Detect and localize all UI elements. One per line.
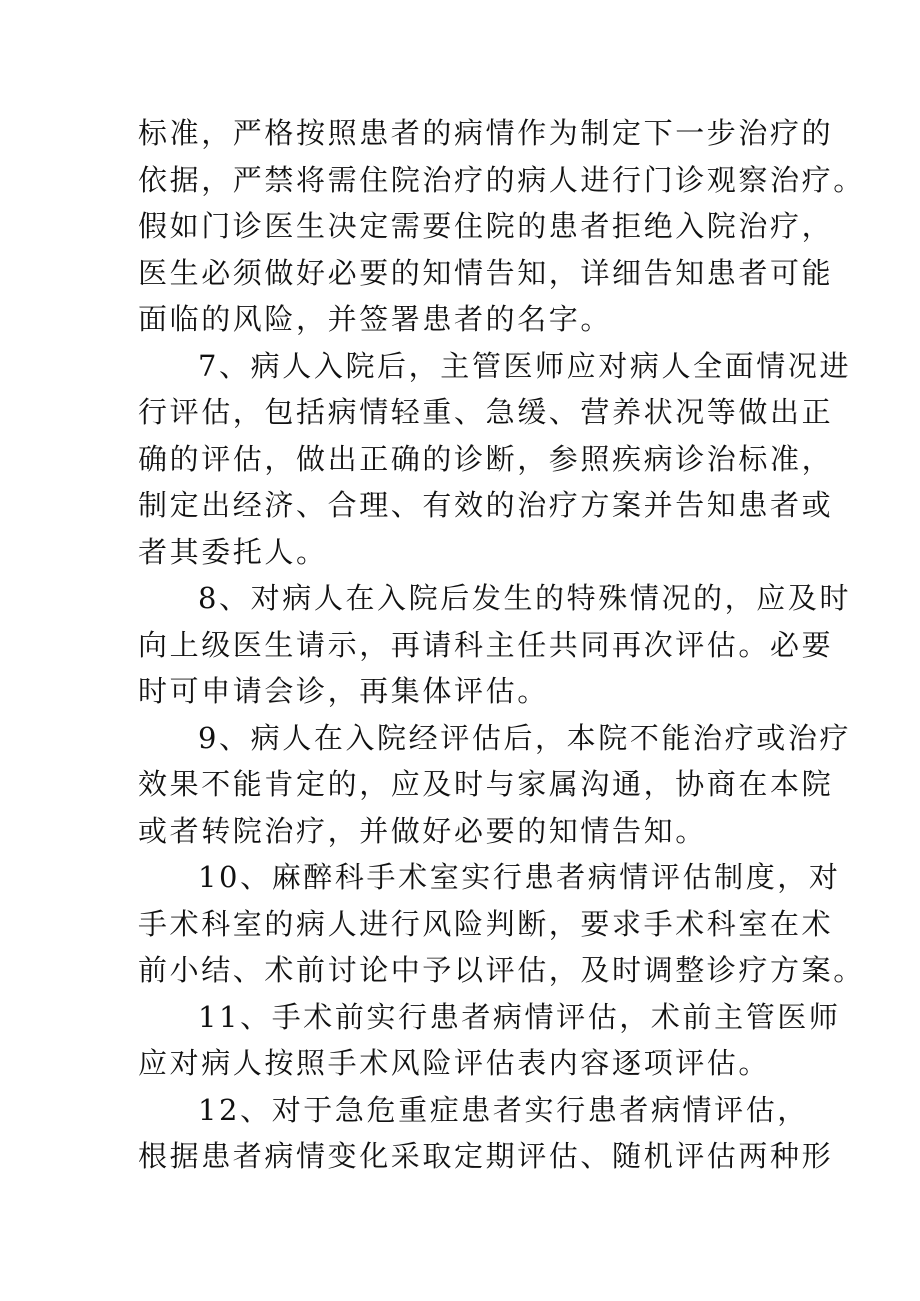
text-line: 应对病人按照手术风险评估表内容逐项评估。 [138,1046,771,1080]
text-line: 行评估，包括病情轻重、急缓、营养状况等做出正 [138,395,834,429]
paragraph-10-start: 10、麻醉科手术室实行患者病情评估制度，对 [198,860,841,894]
text-line: 效果不能肯定的，应及时与家属沟通，协商在本院 [138,767,834,801]
paragraph-7-start: 7、病人入院后，主管医师应对病人全面情况进 [198,348,852,383]
text-line: 面临的风险，并签署患者的名字。 [138,302,613,336]
text-line: 手术科室的病人进行风险判断，要求手术科室在术 [138,906,834,941]
text-line: 确的评估，做出正确的诊断，参照疾病诊治标准， [138,441,834,476]
text-line: 制定出经济、合理、有效的治疗方案并告知患者或 [138,488,834,522]
text-line: 时可申请会诊，再集体评估。 [138,674,549,708]
paragraph-11-start: 11、手术前实行患者病情评估，术前主管医师 [198,999,841,1034]
text-line: 假如门诊医生决定需要住院的患者拒绝入院治疗， [138,209,834,243]
text-line: 前小结、术前讨论中予以评估，及时调整诊疗方案。 [138,953,865,987]
text-line: 向上级医生请示，再请科主任共同再次评估。必要 [138,627,834,662]
text-line: 标准，严格按照患者的病情作为制定下一步治疗的 [138,116,834,150]
text-line: 者其委托人。 [138,534,328,569]
paragraph-9-start: 9、病人在入院经评估后，本院不能治疗或治疗 [198,720,852,755]
text-line: 依据，严禁将需住院治疗的病人进行门诊观察治疗。 [138,162,865,197]
text-line: 根据患者病情变化采取定期评估、随机评估两种形 [138,1139,834,1173]
text-line: 医生必须做好必要的知情告知，详细告知患者可能 [138,255,834,290]
text-line: 或者转院治疗，并做好必要的知情告知。 [138,813,707,848]
document-body [138,110,865,1180]
paragraph-12-start: 12、对于急危重症患者实行患者病情评估， [198,1092,809,1127]
paragraph-8-start: 8、对病人在入院后发生的特殊情况的，应及时 [198,581,852,615]
